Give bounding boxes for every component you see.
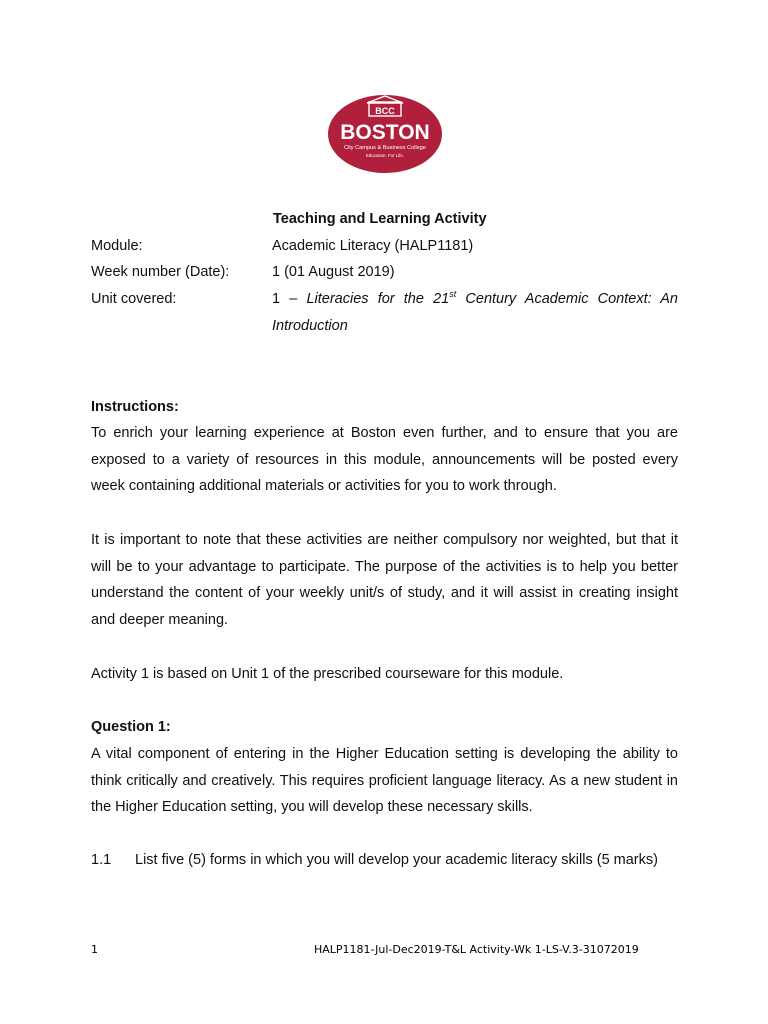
question-item-number: 1.1 xyxy=(91,852,112,868)
module-label: Module: xyxy=(91,238,143,254)
boston-logo-graphic xyxy=(327,94,443,174)
unit-value xyxy=(272,286,678,340)
instructions-paragraph-1: To enrich your learning experience at Boston even further, and to ensure that you are exposed to a variety of resources in this module, announcements will be posted every week containing additional materials or activities for you to work through. xyxy=(91,425,678,495)
unit-label: Unit covered: xyxy=(91,291,177,307)
unit-title-sup: st xyxy=(449,289,457,299)
footer-doc-code: HALP1181-Jul-Dec2019-T&L Activity-Wk 1-LS-V.3-31072019 xyxy=(314,943,639,956)
question-paragraph: A vital component of entering in the Higher Education setting is developing the ability to think critically and creatively. This requires proficient language literacy. As a new student in the Higher Education setting, you will develop these necessary skills. xyxy=(91,746,678,816)
instructions-heading: Instructions: xyxy=(91,399,179,415)
unit-number: 1 – xyxy=(272,291,298,307)
logo-motto: Education. For Life. xyxy=(365,153,405,158)
week-label: Week number (Date): xyxy=(91,264,230,280)
logo-initials: BCC xyxy=(375,106,395,116)
logo-tagline: City Campus & Business College xyxy=(343,145,427,151)
activity-title: Teaching and Learning Activity xyxy=(273,211,487,227)
unit-title-part1: Literacies for the 21 xyxy=(306,291,450,307)
instructions-paragraph-2: It is important to note that these activities are neither compulsory nor weighted, but that it will be to your advantage to participate. The purpose of the activities is to help you better understand the content of your weekly unit/s of study, and it will assist in creating insight and deeper meaning. xyxy=(91,532,678,629)
question-heading: Question 1: xyxy=(91,719,171,735)
module-value: Academic Literacy (HALP1181) xyxy=(272,238,474,254)
week-value: 1 (01 August 2019) xyxy=(272,264,395,280)
question-item-text: List five (5) forms in which you will develop your academic literacy skills (5 marks) xyxy=(135,852,658,868)
boston-logo xyxy=(327,94,443,174)
footer-page-number: 1 xyxy=(91,943,98,956)
logo-name: BOSTON xyxy=(340,121,430,144)
instructions-paragraph-3: Activity 1 is based on Unit 1 of the prescribed courseware for this module. xyxy=(91,666,564,682)
unit-title-part2: Century Academic Context: An Introduction xyxy=(272,291,678,334)
